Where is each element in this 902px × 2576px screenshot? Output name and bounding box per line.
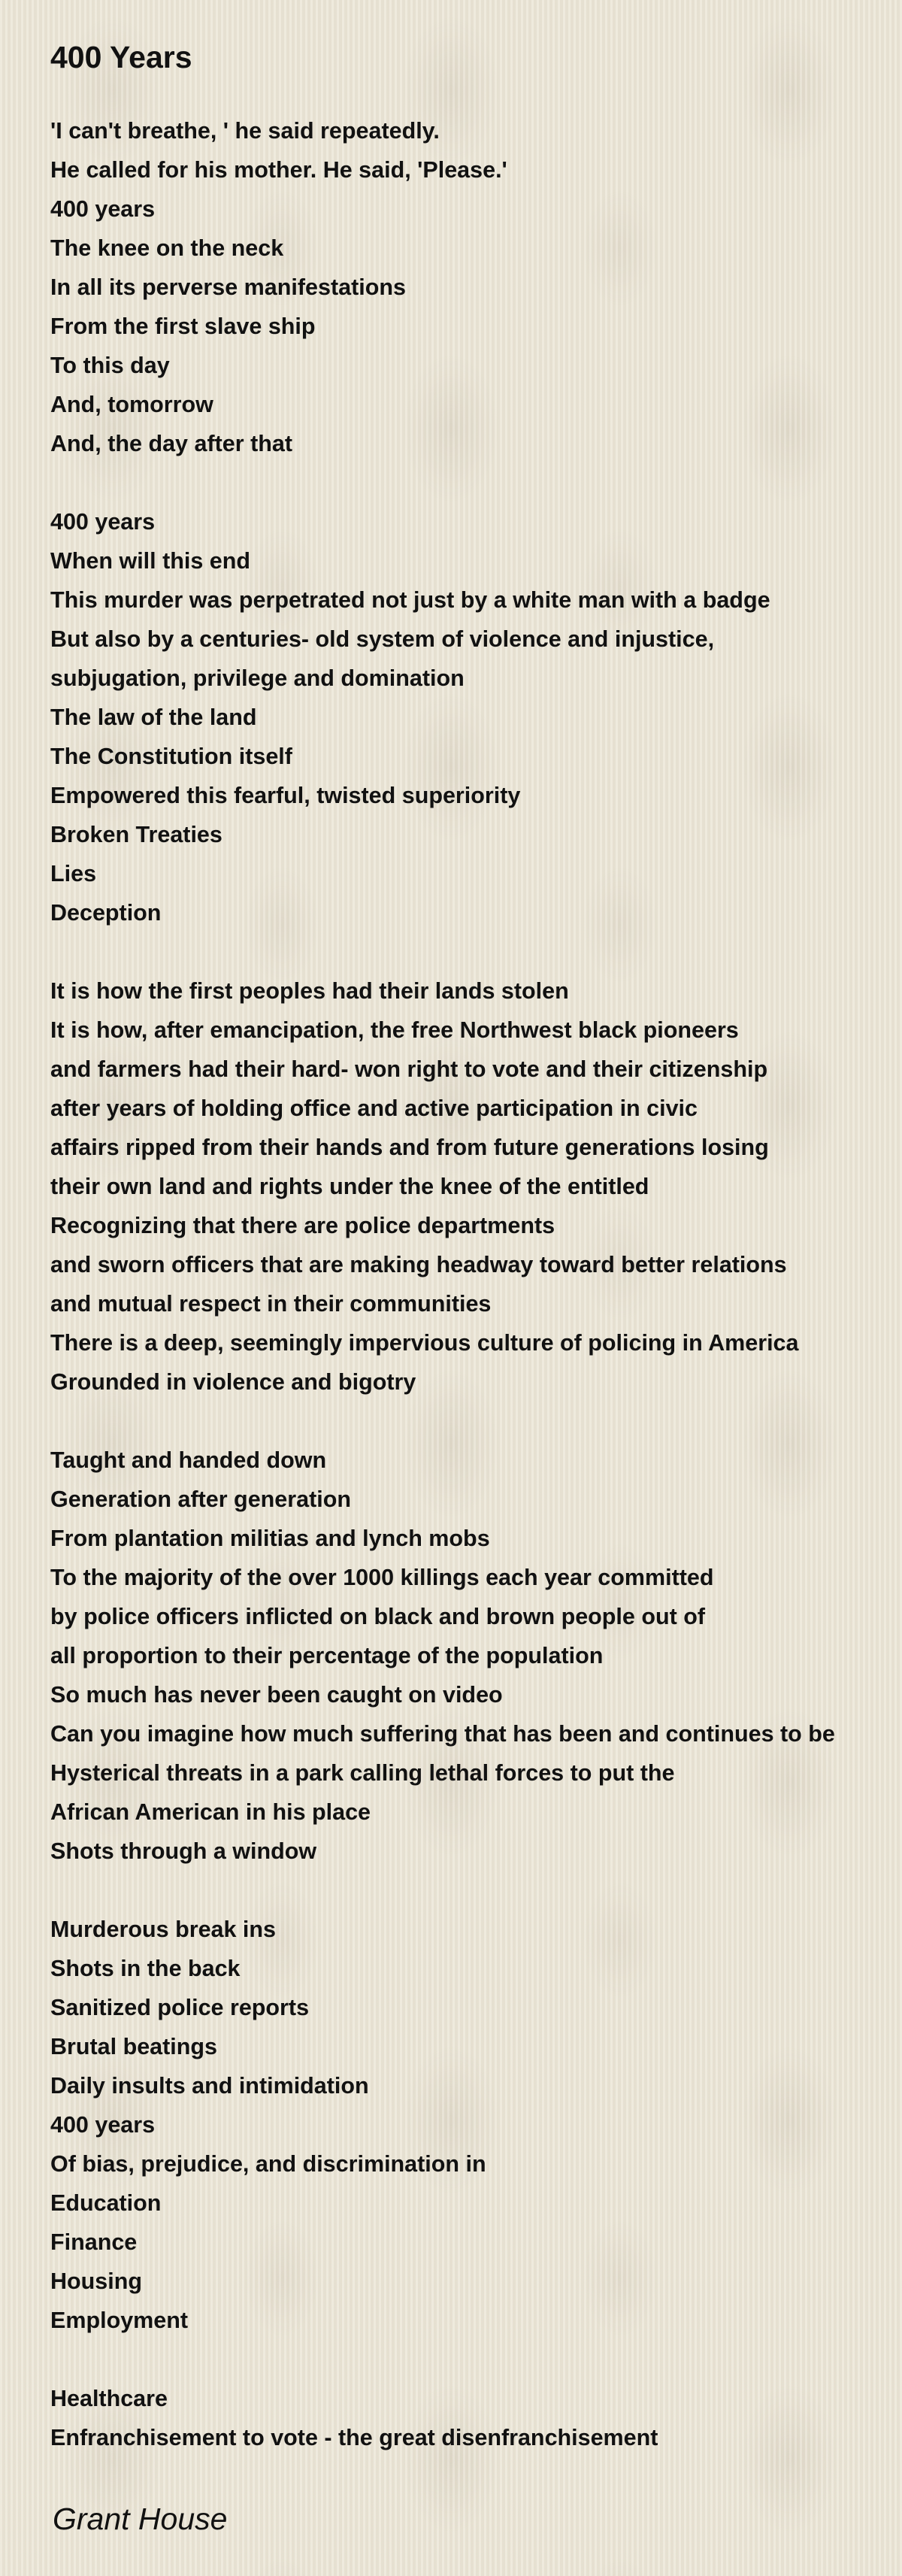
stanza xyxy=(50,971,896,1402)
poem-line: all proportion to their percentage of the population xyxy=(50,1643,604,1668)
poem-line: subjugation, privilege and domination xyxy=(50,665,465,691)
poem-line: He called for his mother. He said, 'Please.' xyxy=(50,157,507,183)
poem-line: When will this end xyxy=(50,548,251,574)
poem-line: Generation after generation xyxy=(50,1487,351,1512)
stanza xyxy=(50,111,896,463)
poem-title: 400 Years xyxy=(50,40,192,74)
poem-line: Sanitized police reports xyxy=(50,1995,310,2020)
poem-line: their own land and rights under the knee of the entitled xyxy=(50,1174,649,1199)
stanza xyxy=(50,2379,896,2457)
poem-line: Lies xyxy=(50,861,97,886)
poem-line: Education xyxy=(50,2190,162,2216)
poem-line: Enfranchisement to vote - the great disenfranchisement xyxy=(50,2425,658,2450)
poem-line: 'I can't breathe, ' he said repeatedly. xyxy=(50,118,440,144)
poem-line: 400 years xyxy=(50,509,156,535)
poem-body xyxy=(50,111,896,2496)
poem-line: And, tomorrow xyxy=(50,392,213,417)
stanza xyxy=(50,1910,896,2340)
stanza xyxy=(50,1441,896,1871)
poem-line: The law of the land xyxy=(50,705,257,730)
poem-line: The knee on the neck xyxy=(50,235,284,261)
poem-line: But also by a centuries- old system of violence and injustice, xyxy=(50,626,715,652)
poem-line: Deception xyxy=(50,900,162,926)
poem-line: Shots through a window xyxy=(50,1838,317,1864)
poem-line: Housing xyxy=(50,2268,142,2294)
poem-line: From plantation militias and lynch mobs xyxy=(50,1526,490,1551)
poem-author: Grant House xyxy=(53,2502,228,2536)
poem-line: Recognizing that there are police departments xyxy=(50,1213,555,1238)
poem-line: It is how, after emancipation, the free Northwest black pioneers xyxy=(50,1017,739,1043)
stanza xyxy=(50,502,896,932)
poem-line: So much has never been caught on video xyxy=(50,1682,503,1708)
poem-line: Murderous break ins xyxy=(50,1917,276,1942)
poem-line: Empowered this fearful, twisted superiority xyxy=(50,783,521,808)
poem-line: To this day xyxy=(50,353,170,378)
poem-line: African American in his place xyxy=(50,1799,371,1825)
poem-line: Hysterical threats in a park calling lethal forces to put the xyxy=(50,1760,675,1786)
poem-line: and farmers had their hard- won right to vote and their citizenship xyxy=(50,1056,768,1082)
poem-line: Can you imagine how much suffering that has been and continues to be xyxy=(50,1721,835,1747)
poem-line: Taught and handed down xyxy=(50,1447,327,1473)
poem-line: 400 years xyxy=(50,196,156,222)
poem-line: Brutal beatings xyxy=(50,2034,218,2059)
poem-line: And, the day after that xyxy=(50,431,292,456)
poem-line: In all its perverse manifestations xyxy=(50,274,406,300)
poem-line: Of bias, prejudice, and discrimination in xyxy=(50,2151,486,2177)
poem-line: The Constitution itself xyxy=(50,744,292,769)
poem-line: There is a deep, seemingly impervious culture of policing in America xyxy=(50,1330,799,1356)
poem-line: 400 years xyxy=(50,2112,156,2138)
poem-line: after years of holding office and active participation in civic xyxy=(50,1096,698,1121)
poem-line: This murder was perpetrated not just by a white man with a badge xyxy=(50,587,770,613)
poem-line: Shots in the back xyxy=(50,1956,241,1981)
poem-line: To the majority of the over 1000 killings each year committed xyxy=(50,1565,714,1590)
poem-line: Employment xyxy=(50,2308,189,2333)
poem-line: It is how the first peoples had their lands stolen xyxy=(50,978,569,1004)
poem-line: Daily insults and intimidation xyxy=(50,2073,369,2099)
poem-line: by police officers inflicted on black and brown people out of xyxy=(50,1604,706,1629)
poem-line: and sworn officers that are making headway toward better relations xyxy=(50,1252,787,1277)
poem-line: Grounded in violence and bigotry xyxy=(50,1369,416,1395)
poem-line: and mutual respect in their communities xyxy=(50,1291,492,1317)
poem-line: affairs ripped from their hands and from future generations losing xyxy=(50,1135,769,1160)
poem-line: From the first slave ship xyxy=(50,314,316,339)
poem-line: Finance xyxy=(50,2229,138,2255)
poem-line: Broken Treaties xyxy=(50,822,222,847)
poem-line: Healthcare xyxy=(50,2386,168,2411)
